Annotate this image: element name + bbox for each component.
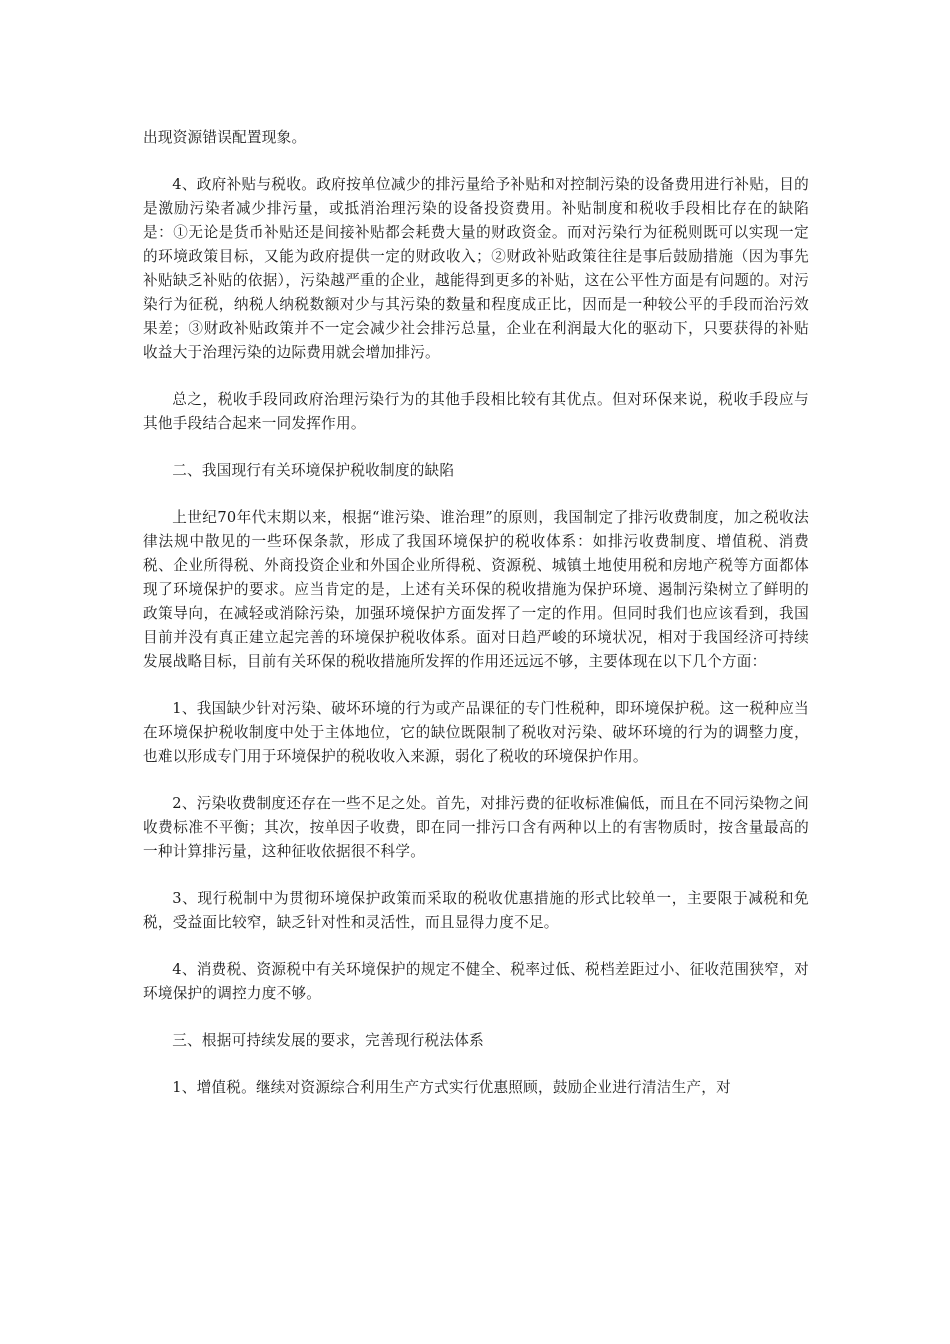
paragraph-continuation: 出现资源错误配置现象。 bbox=[143, 129, 307, 146]
paragraph-defect-2: 2、污染收费制度还存在一些不足之处。首先，对排污费的征收标准偏低，而且在不同污染物之间收费标准不平衡；其次，按单因子收费，即在同一排污口含有两种以上的有害物质时，按含量最高的一种计算排污量，这种征收依据很不科学。 bbox=[143, 795, 809, 860]
section-heading-3: 三、根据可持续发展的要求，完善现行税法体系 bbox=[172, 1032, 484, 1049]
paragraph-subsidy-and-tax: 4、政府补贴与税收。政府按单位减少的排污量给予补贴和对控制污染的设备费用进行补贴，目的是激励污染者减少排污量，或抵消治理污染的设备投资费用。补贴制度和税收手段相比存在的缺陷是：①无论是货币补贴还是间接补贴都会耗费大量的财政资金。而对污染行为征税则既可以实现一定的环境政策目标，又能为政府提供一定的财政收入；②财政补贴政策往往是事后鼓励措施（因为事先补贴缺乏补贴的依据），污染越严重的企业，越能得到更多的补贴，这在公平性方面是有问题的。对污染行为征税，纳税人纳税数额对少与其污染的数量和程度成正比，因而是一种较公平的手段而治污效果差；③财政补贴政策并不一定会减少社会排污总量，企业在利润最大化的驱动下，只要获得的补贴收益大于治理污染的边际费用就会增加排污。 bbox=[143, 176, 809, 361]
paragraph-defect-1: 1、我国缺少针对污染、破坏环境的行为或产品课征的专门性税种，即环境保护税。这一税种应当在环境保护税收制度中处于主体地位，它的缺位既限制了税收对污染、破坏环境的行为的调整力度，也难以形成专门用于环境保护的税收收入来源，弱化了税收的环境保护作用。 bbox=[143, 700, 809, 765]
paragraph-defect-3: 3、现行税制中为贯彻环境保护政策而采取的税收优惠措施的形式比较单一，主要限于减税和免税，受益面比较窄，缺乏针对性和灵活性，而且显得力度不足。 bbox=[143, 890, 809, 931]
paragraph-defect-4: 4、消费税、资源税中有关环境保护的规定不健全、税率过低、税档差距过小、征收范围狭窄，对环境保护的调控力度不够。 bbox=[143, 961, 809, 1002]
paragraph-summary: 总之，税收手段同政府治理污染行为的其他手段相比较有其优点。但对环保来说，税收手段应与其他手段结合起来一同发挥作用。 bbox=[143, 391, 809, 432]
paragraph-vat: 1、增值税。继续对资源综合利用生产方式实行优惠照顾，鼓励企业进行清洁生产，对 bbox=[172, 1079, 731, 1096]
section-heading-2: 二、我国现行有关环境保护税收制度的缺陷 bbox=[172, 462, 455, 479]
paragraph-background: 上世纪70年代末期以来，根据“谁污染、谁治理”的原则，我国制定了排污收费制度，加之税收法律法规中散见的一些环保条款，形成了我国环境保护的税收体系：如排污收费制度、增值税、消费税、企业所得税、外商投资企业和外国企业所得税、资源税、城镇土地使用税和房地产税等方面都体现了环境保护的要求。应当肯定的是，上述有关环保的税收措施为保护环境、遏制污染树立了鲜明的政策导向，在减轻或消除污染，加强环境保护方面发挥了一定的作用。但同时我们也应该看到，我国目前并没有真正建立起完善的环境保护税收体系。面对日趋严峻的环境状况，相对于我国经济可持续发展战略目标，目前有关环保的税收措施所发挥的作用还远远不够，主要体现在以下几个方面： bbox=[143, 509, 809, 670]
document-body bbox=[143, 126, 809, 1100]
